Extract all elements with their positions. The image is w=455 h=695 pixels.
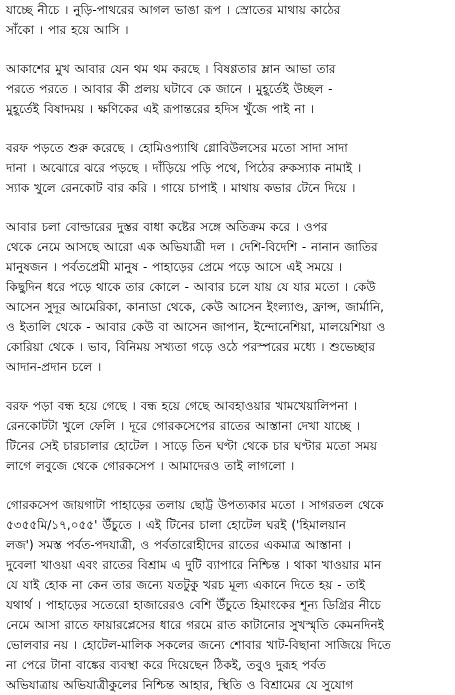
text-line: লাগে লবুজে থেকে গোরকসেপ । আমাদেরও তাই লাগলো । [6,459,295,473]
text-line: আকাশের মুখ আবার যেন থম থম করছে । বিষণ্ণতার ম্লান আভা তার [6,62,336,76]
text-line: নেমে আসা রাতে ফায়ারপ্লেসের ধারে গরমে রাত কাটানোর সুখস্মৃতি কেমনদিনই [6,618,384,632]
text-line: আদান-প্রদান চলে । [6,360,102,374]
text-line: পরতে পরতে । আবার কী প্রলয় ঘটাবে কে জানে । মুহূর্তেই উচ্ছল - [6,82,333,96]
text-line: মুহূর্তেই বিষাদময় । ক্ষণিকের এই রূপান্তরের হদিস খুঁজে পাই না । [6,102,315,116]
text-line: অভিযাত্রায় অভিযাত্রীকুলের নিশ্চিন্ত আহার, স্থিতি ও বিশ্রামের যে সুযোগ [6,678,354,692]
paragraph-1 [6,0,451,40]
text-line: কোরিয়া থেকে । ভাব, বিনিময় সখ্যতা গড়ে ওঠে পরস্পরের মধ্যে । শুভেচ্ছার [6,340,375,354]
text-line: টিনের সেই চারচালার হোটেল । সাড়ে তিন ঘণ্টা থেকে চার ঘণ্টার মতো সময় [6,439,377,453]
text-line: ও ইতালি থেকে - আবার কেউ বা আসেন জাপান, ইন্দোনেশিয়া, মালয়েশিয়া ও [6,320,386,334]
text-line: যে যাই হোক না কেন তার জন্যে যতটুকু খরচ মূল্য একানে দিতে হয় - তাই [6,578,366,592]
text-line: আসেন সুদূর আমেরিকা, কানাডা থেকে, কেউ আসেন ইংল্যাণ্ড, ফ্রান্স, জার্মানি, [6,300,384,314]
text-line: বরফ পড়তে শুরু করেছে । হোমিওপ্যাথি গ্লোবিউলসের মতো সাদা সাদা [6,141,348,155]
paragraph-6 [6,495,451,695]
text-line: যাচ্ছে নীচে । নুড়ি-পাথরের আগল ভাঙা রূপ । স্রোতের মাথায় কাঠের [6,3,341,17]
text-line: ভোলবার নয় । হোটেল-মালিক সকলের জন্যে শোবার খাট-বিছানা সাজিয়ে দিতে [6,638,391,652]
text-line: থেকে নেমে আসছে আরো এক অভিযাত্রী দল । দেশি-বিদেশি - নানান জাতির [6,240,378,254]
text-line: দানা । অঝোরে ঝরে পড়ছে । দাঁড়িয়ে পড়ি পথে, পিঠের রুকস্যাক নামাই । [6,161,362,175]
paragraph-3 [6,138,451,198]
text-line: বরফ পড়া বন্ধ হয়ে গেছে । বন্ধ হয়ে গেছে আবহাওয়ার খামখেয়ালিপনা । [6,399,358,413]
text-line: কিছুদিন ধরে পড়ে থাকে তার কোলে - আবার চলে যায় যে যার মতো । কেউ [6,280,376,294]
paragraph-5 [6,396,451,476]
text-line: যথার্থ । পাহাড়ের সতেরো হাজারেরও বেশি উঁচুতে হিমাংকের শূন্য ডিগ্রির নীচে [6,598,381,612]
paragraph-4 [6,217,451,377]
paragraph-2 [6,59,451,119]
text-line: লজ') সমস্ত পর্বত-পদযাত্রী, ও পর্বতারোহীদের রাতের একমাত্র আস্তানা । [6,538,351,552]
text-line: মানুষজন । পর্বতপ্রেমী মানুষ - পাহাড়ের প্রেমে পড়ে আসে এই সময়ে । [6,260,343,274]
text-line: সাঁকো । পার হয়ে আসি । [6,23,129,37]
text-line: দুবেলা খাওয়া এবং রাতের বিশ্রাম এ দুটি ব্যাপারে নিশ্চিন্ত । থাকা খাওয়ার মান [6,558,382,572]
text-line: রেনকোটটা খুলে ফেলি । দূরে গোরকসেপের রাতের আস্তানা দেখা যাচ্ছে । [6,419,360,433]
text-line: না পেরে টানা বাঙ্কের ব্যবস্থা করে দিয়েছেন ঠিকই, তবুও দুরূহ পর্বত [6,658,326,672]
text-line: স্যাক খুলে রেনকোট বার করি । গায়ে চাপাই । মাথায় কভার টেনে দিয়ে । [6,181,356,195]
text-line: ৫৩৫৫মি/১৭,০৫৫' উঁচুতে । এই টিনের চালা হোটেল ঘরই ('হিমালয়ান [6,518,346,532]
text-line: গোরকসেপ জায়গাটা পাহাড়ের তলায় ছোট্ট উপত্যকার মতো । সাগরতল থেকে [6,498,384,512]
text-line: আবার চলা বোল্ডারের দুস্তর বাধা কষ্টের সঙ্গে অতিক্রম করে । ওপর [6,220,328,234]
